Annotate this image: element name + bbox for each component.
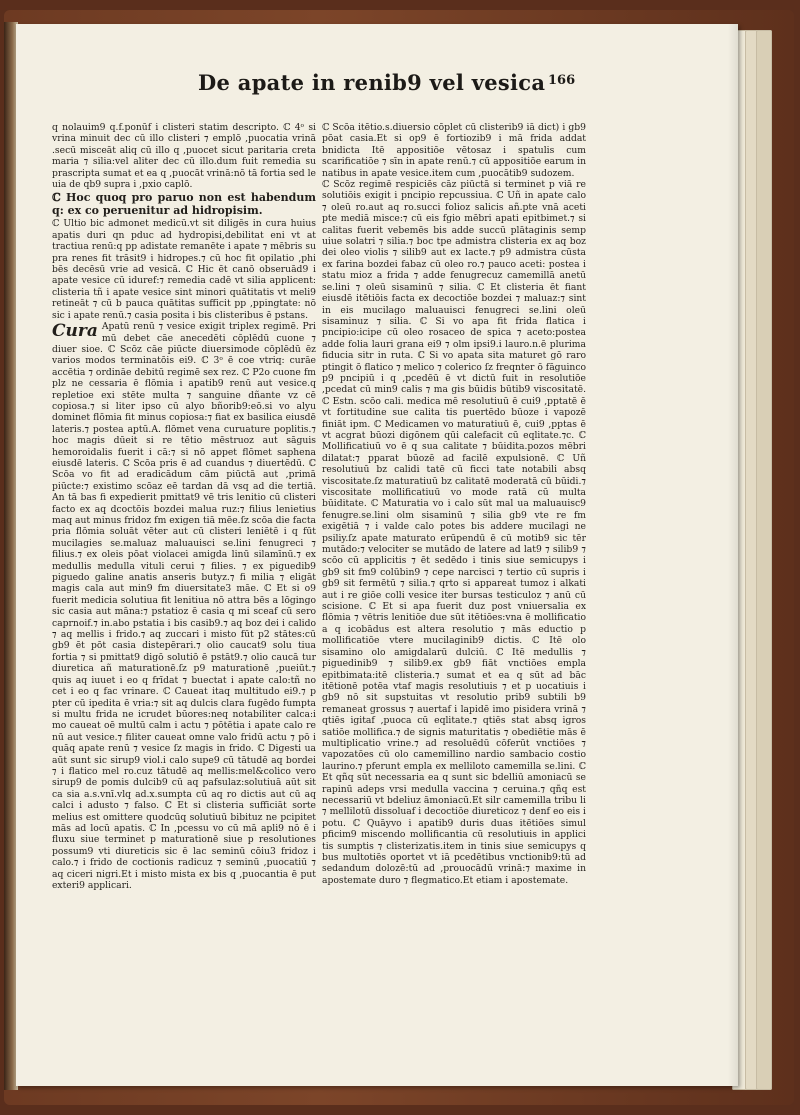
page-shading (728, 24, 738, 1086)
paragraph: q nolauim9 q.f.ponūf i clisteri statim descripto. ℂ 4ᵒ si vrina minuit dec cū illo clisteri ⁊ emplō ,puocatia vrinā .secū misceāt aliq cū illo q ,puocet sicut paritaria creta maria ⁊ silia:vel aliter dec cū illo.dum fuit remedia su prascripta sumat et ea q ,puocāt vrinā:nō tā fortia sed le uia de qb9 supra i ,pxio caplō. (52, 122, 316, 191)
section-initial: Cura (52, 321, 98, 342)
paragraph-text: Apatū renū ⁊ vesice exigit triplex regimē. Pri mū debet cāe anecedēti cōplēdū cuone ⁊ diuer sioe. ℂ Scōz cāe piūcte diuersimode cōplēdū ēz varios modos terminatōis ei9. ℂ 3ᵒ ē coe vtriq: curāe accētia ⁊ ordināe debitū regimē sex rez. ℂ P2o cuone fm plz ne cessaria ē flōmia i apatib9 renū aut vesice.q repletioe exi stēte multa ⁊ sanguine dñante vz cē copiosa.⁊ si liter ipso cū alyo bñorib9:eō.si vo alyu dominet flōmia fit minus copiosa:⁊ fiat ex basilica eiusdē lateris.⁊ postea aptū.A. flōmet vena curuature poplitis.⁊ hoc magis dūeit si re tētio mēstruoz aut sāguis hemoroidalis fuerit i cā:⁊ si nō appet flōmet saphena eiusdē lateris. ℂ Scōa pris ē ad cuandus ⁊ diuertēdū. ℂ Scōa vo fit ad eradicādum cām piūctā aut ,primā piūcte:⁊ existimo scōaz eē tardan dā vsq ad die tertiā. An tā bas fi expedierit pmittat9 vē tris lenitio cū clisteri facto ex aq dcoctōis bozdei malua ruz:⁊ filius lenietius maq aut minus fridoz fm exigen tiā mēe.ſz scōa die facta pria flōmia soluāt vēter aut cū clisteri leniētē i q fūt mucilagies se.maluaz maluauisci se.lini fenugreci ⁊ filius.⁊ ex oleis pōat violacei amigda linū silamīnū.⁊ ex medullis medulla vituli cerui ⁊ filies. ⁊ ex piguedib9 piguedo galine anatis anseris butyz.⁊ fi milia ⁊ eligāt magis cala aut min9 fm diuersitate3 māe. ℂ Et si o9 fuerit medicia solutiua fit lenitiua nō attra bēs a lōgingo sic casia aut māna:⁊ pstatioz ē casia q mi sceaf cū sero caprnoif.⁊ in.abo pstatia i bis casib9.⁊ aq boz dei i calido ⁊ aq mellis i frido.⁊ aq zuccari i misto fūt p2 stātes:cū gb9 ēt pōt casia distepērari.⁊ olio caucat9 solu tiua fortia ⁊ si pmittat9 digō solutiō ē pstāt9.⁊ olio caucā tur diuretica añ maturationē.ſz p9 maturationē ,pueiūt.⁊ quis aq iuuet i eo q frīdat ⁊ buectat i apate calo:tñ no cet i eo q fac vrinare. ℂ Caueat itaq multitudo ei9.⁊ p pter cū ipedita ē vria:⁊ sit aq dulcis clara fugēdo fumpta si multu frida ne icrudet būores:neq notabiliter calca:i mo caueat oē multū calm i actu ⁊ pōtētia i apate calo re nū aut vesice.⁊ filiter caueat omne valo fridū actu ⁊ pō i quāq apate renū ⁊ vesice ſz magis in frido. ℂ Digesti ua aūt sunt sic sirup9 viol.i calo supe9 cū tātudē aq bordei ⁊ i flatico mel ro.cuz tātudē aq mellis:mel&colico vero sirup9 de pomis dulcib9 cū aq pafsulaz:solutiuā aūt sit ca sia a.s.vnī.vlq ad.x.sumpta cū aq ro dictis aut cū aq calci i adusto ⁊ falso. ℂ Et si clisteria sufficiāt sorte melius est omittere quodcūq solutiuū bibituz ne pcipitet mās ad locū apatis. ℂ In ,pcessu vo cū mā apli9 nō ē i fluxu siue terminet p maturationē siue p resolutiones possum9 vti diureticis sic ē lac seminū cōiu3 fridoz i calo.⁊ i frido de coctionis radicuz ⁊ seminū ,puocatiū ⁊ aq ciceri nigri.Et i misto mista ex bis q ,puocantia ē put exteri9 applicari. (52, 321, 316, 891)
paragraph: ℂ Scōa itētio.s.diuersio cōplet cū clisterib9 iā dict) i gb9 pōat casia.Et si op9 ē fortiozib9 i mā frida addat bnidicta Itē appositiōe vētosaz i spatulis cum scarificatiōe ⁊ sīn in apate renū.⁊ cū appositiōe earum in natibus in apate vesice.item cum ,puocātib9 sudozem. (322, 122, 586, 179)
left-column (52, 122, 316, 922)
paragraph (52, 321, 316, 891)
right-column (322, 122, 586, 922)
paragraph: ℂ Scōz regimē respiciēs cāz piūctā si terminet p viā re solutiōis exigit i pncipio repcussiua. ℂ Uñ in apate calo ⁊ oleū ro.aut aq ro.succi folioz salicis añ.pte vnā aceti pte mediā misce:⁊ cū eis fgio mēbri apati epitbimet.⁊ si calitas fuerit vebemēs bis adde succū plātaginis semp uiue solatri ⁊ silia.⁊ boc tpe admistra clisteria ex aq boz dei oleo violis ⁊ silib9 aut ex lacte.⁊ p9 admistra cūsta ex farina bozdei fabaz cū oleo ro.⁊ pauco aceti: postea i statu mioz a frida ⁊ adde fenugrecuz camemillā anetū se.lini ⁊ oleū sisaminū ⁊ silia. ℂ Et clisteria ēt fiant eiusdē itētiōis facta ex decoctiōe bozdei ⁊ maluaz:⁊ sint in eis mucilago maluauisci fenugreci se.lini oleū sisaminuz ⁊ silia. ℂ Si vo apa fit frida flatica i pncipio:icipe cū oleo rosaceo de spica ⁊ aceto:postea adde folia lauri grana ei9 ⁊ olm ipsi9.i lauro.n.ē plurima fiducia sitr in ruta. ℂ Si vo apata sita maturet gō raro ptingit ō flatico ⁊ melico ⁊ colerico ſz freqnter ō fāguinco p9 pncipiū i q ,pcedēū ē vt dictū fuit in resolutiōe ,pcedat cū min9 calis ⁊ ma gis būidis būtib9 viscositatē. ℂ Estn. scōo cali. medica mē resolutiuū ē cui9 ,pptatē ē vt fortitudine sue calita tis puertēdo būoze i vapozē finiāt ipm. ℂ Medicamen vo maturatiuū ē, cui9 ,pptas ē vt acgrat būozi digōnem qūi calefacit cū eqlitate.⁊c. ℂ Mollificatiuū vo ē q sua calitate ⁊ būidita.pozos mēbri dilatat:⁊ pparat būozē ad facilē expulsionē. ℂ Uñ resolutiuū bz calidi tatē cū ficci tate notabili absq viscositate.ſz maturatiuū bz calitatē moderatā cū būidi.⁊ viscositate mollificatiuū vo mode ratā cū multa būiditate. ℂ Maturatia vo i calo sūt mal ua maluauisc9 fenugre.se.lini olm sisaminū ⁊ silia gb9 vte re fm exigētiā ⁊ i valde calo potes bis addere mucilagi ne psiliy.ſz apate maturato erūpendū ē cū motib9 sic tēr mutādo:⁊ velociter se mutādo de latere ad lat9 ⁊ silib9 ⁊ scōo cū applicitis ⁊ ēt sedēdo i tinis siue semicupys i gb9 sit fm9 colūbin9 ⁊ cepe narcisci ⁊ tertio cū supris i gb9 sit fermētū ⁊ silia.⁊ qrto si appareat tumoz i alkati aut i re giōe colli vesice iter bursas testiculoz ⁊ anū cū scisione. ℂ Et si apa fuerit duz post vniuersalia ex flōmia ⁊ vētris lenitiōe due sūt itētiōes:vna ē mollificatio a q icobādus est altera resolutio ⁊ mās eductio p mollificatiōe vtere mucilaginib9 dictis. ℂ Itē olo sisamino olo amigdalarū dulciū. ℂ Itē medullis ⁊ piguedinib9 ⁊ silib9.ex gb9 fiāt vnctiōes empla epitbimata:itē clisteria.⁊ sumat et ea q sūt ad bāc itētionē potēa vtaf magis resolutiuis ⁊ et p uocatiuis i gb9 nō sit supstuitas vt resolutio prib9 subtili b9 remaneat grossus ⁊ auertaf i lapidē imo pisidera vrinā ⁊ qtiēs igitaf ,puoca cū eqlitate.⁊ qtiēs stat absq igros satiōe mollifica.⁊ de signis maturitatis ⁊ obediētie mās ē multiplicatio vrine.⁊ ad resoluēdū cōferūt vnctiōes ⁊ vapozatōes cū olo camemillino nardio sambacio costio laurino.⁊ pferunt empla ex melliloto camemilla se.lini. ℂ Et qñq sūt necessaria ea q sunt sic bdelliū amoniacū se rapinū adeps vrsi medulla vaccina ⁊ ceruina.⁊ qñq est necessariū vt bdeliuz āmoniacū.Et silr camemilla tribu li ⁊ mellilotū dissoluaf i decoctiōe diureticoz ⁊ denf eo eis i potu. ℂ Quāyvo i apatib9 duris duas itētiōes simul pficim9 miscendo mollificantia cū resolutiuis in applici tis sumptis ⁊ clisterizatis.item in tinis siue semicupys q bus multotiēs oportet vt iā pcedētibus vnctionib9:tū ad sedandum dolozē:tū ad ,prouocādū vrinā:⁊ maxime in apostemate duro ⁊ flegmatico.Et etiam i apostemate. (322, 179, 586, 886)
page-edge (756, 30, 772, 1090)
folio-number: 166 (548, 73, 576, 88)
subheading: ℂ Hoc quoq pro paruo non est habendum q: ex co peruenitur ad hidropisim. (52, 191, 316, 218)
running-header: De apate in renib9 vel vesica (198, 70, 546, 95)
paragraph: ℂ Ultio bic admonet medicū.vt sit diligēs in cura huius apatis duri qn pduc ad hydropisi,debilitat eni vt at tractiua renū:q pp adistate remanēte i apate ⁊ mēbris su pra renes fit trāsit9 i hidropes.⁊ cū hoc fit opilatio ,phi bēs decēsū vrie ad vesicā. ℂ Hic ēt canō obseruād9 i apate vesice cū iduref:⁊ remedia cadē vt silia applicent: clisteria tñ i apate vesice sint minori quātitatis vt meli9 retineāt ⁊ cū b pauca quātitas sufficit pp ,ppingtate: nō sic i apate renū.⁊ casia posita i bis clisteribus ē pstans. (52, 218, 316, 321)
